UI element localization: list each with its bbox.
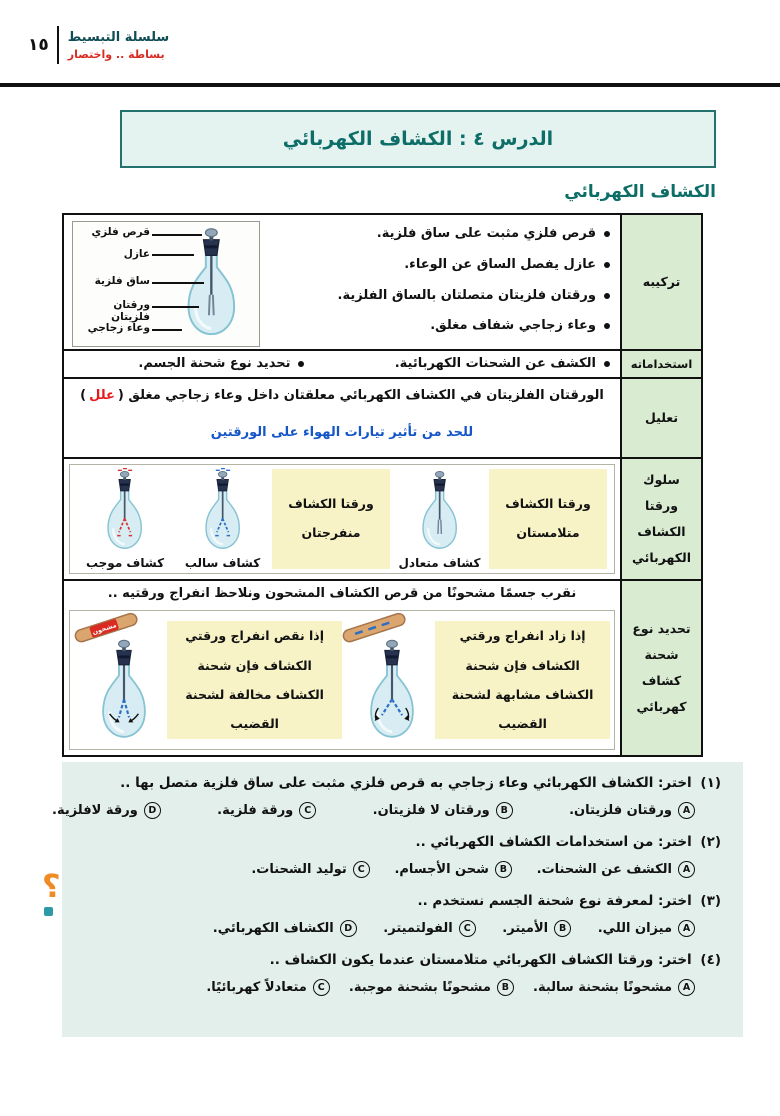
negative-electroscope-icon [194, 468, 251, 554]
lesson-title: الدرس ٤ : الكشاف الكهربائي [282, 128, 554, 150]
reasoning-statement: الورقتان الفلزيتان في الكشاف الكهربائي معلقتان داخل وعاء زجاجي مغلق (علل) [80, 388, 604, 403]
question-number: (٢) [700, 834, 721, 850]
reasoning-answer: للحد من تأثير تيارات الهواء على الورقتين [210, 425, 474, 440]
question-number: (٣) [700, 893, 721, 909]
header-divider [57, 26, 59, 64]
row-label-reasoning: تعليل [620, 379, 701, 457]
figure-negative-electroscope [175, 468, 271, 570]
note-divergence-increases: إذا زاد انفراج ورقتي الكشاف فإن شحنة الكشاف مشابهة لشحنة القضيب [435, 621, 610, 739]
structure-bullet-list [270, 224, 610, 347]
bullet-icon [604, 231, 610, 237]
option-letter: C [299, 802, 316, 819]
option-c: C توليد الشحنات. [251, 861, 369, 878]
diagram-label-disc: قرص فلزي [91, 226, 150, 238]
figure-decrease-divergence [74, 616, 167, 744]
bullet-icon [604, 262, 610, 268]
question-text: اختر: ورقتا الكشاف الكهربائي متلامستان عندما يكون الكشاف .. [269, 952, 692, 968]
option-a: A ورقتان فلزيتان. [569, 802, 695, 819]
option-letter: B [496, 802, 513, 819]
figure-caption: كشاف موجب [85, 556, 165, 570]
bullet-icon [298, 361, 304, 367]
figure-increase-divergence [342, 616, 435, 744]
question-text: اختر: الكشاف الكهربائي وعاء زجاجي به قرص فلزي مثبت على ساق فلزية متصل بها .. [120, 775, 692, 791]
question-2-options [251, 861, 695, 878]
option-letter: C [459, 920, 476, 937]
figure-caption: كشاف متعادل [398, 556, 481, 570]
diagram-connector-line [152, 306, 199, 308]
option-a: A الكشف عن الشحنات. [537, 861, 695, 878]
list-item: الكشف عن الشحنات الكهربائية. [304, 354, 610, 375]
question-number: (٤) [700, 952, 721, 968]
question-number: (١) [700, 775, 721, 791]
option-letter: B [495, 861, 512, 878]
bullet-icon [604, 361, 610, 367]
list-item: تحديد نوع شحنة الجسم. [138, 354, 304, 375]
electroscope-info-table [62, 213, 703, 757]
option-letter: D [144, 802, 161, 819]
question-text: اختر: لمعرفة نوع شحنة الجسم نستخدم .. [417, 893, 692, 909]
diagram-connector-line [152, 329, 182, 331]
charge-type-figure-box [69, 610, 615, 750]
diagram-connector-line [152, 234, 202, 236]
header-rule [0, 83, 780, 87]
diagram-label-insulator: عازل [123, 248, 150, 260]
option-a: A ميزان اللي. [598, 920, 695, 937]
list-item: ورقتان فلزيتان متصلتان بالساق الفلزية. [270, 286, 610, 307]
option-d: D ورقة لافلزية. [52, 802, 161, 819]
series-tagline: بساطة .. واختصار [67, 47, 165, 61]
bullet-icon [604, 323, 610, 329]
electroscope-diagram [72, 221, 260, 347]
question-text: اختر: من استخدامات الكشاف الكهربائي .. [415, 834, 692, 850]
question-4 [78, 952, 721, 968]
diagram-label-stem: ساق فلزية [94, 275, 150, 287]
option-c: C متعادلاً كهربائيًا. [206, 979, 329, 996]
diagram-connector-line [152, 282, 204, 284]
note-divergence-decreases: إذا نقص انفراج ورقتي الكشاف فإن شحنة الكشاف مخالفة لشحنة القضيب [167, 621, 342, 739]
diagram-label-vessel: وعاء زجاجي [87, 322, 150, 334]
section-heading: الكشاف الكهربائي [564, 182, 716, 202]
question-3-options [213, 920, 695, 937]
row-label-behavior: سلوك ورقتا الكشاف الكهربائي [620, 459, 701, 579]
page-header [28, 26, 169, 64]
table-row-structure [64, 215, 701, 351]
option-b: B ورقتان لا فلزيتان. [373, 802, 513, 819]
option-letter: A [678, 979, 695, 996]
positive-electroscope-icon [96, 468, 153, 554]
option-a: A مشحونًا بشحنة سالبة. [533, 979, 695, 996]
figure-neutral-electroscope [392, 468, 488, 570]
question-1-options [52, 802, 695, 819]
question-2 [78, 834, 721, 850]
option-letter: A [678, 802, 695, 819]
reasoning-keyword: علل [89, 388, 115, 403]
option-letter: A [678, 861, 695, 878]
charge-type-intro: نقرب جسمًا مشحونًا من قرص الكشاف المشحون ونلاحظ انفراج ورقتيه .. [107, 586, 577, 601]
list-item: وعاء زجاجي شفاف مغلق. [270, 316, 610, 337]
list-item: قرص فلزي مثبت على ساق فلزية. [270, 224, 610, 245]
bullet-icon [604, 293, 610, 299]
neutral-electroscope-icon [411, 468, 468, 554]
series-logo-text: سلسلة التبسيط [67, 29, 170, 45]
question-3 [78, 893, 721, 909]
option-b: B الأميتر. [502, 920, 571, 937]
list-item: عازل يفصل الساق عن الوعاء. [270, 255, 610, 276]
note-leaves-diverged: ورقتا الكشاف منفرجتان [272, 469, 390, 569]
option-letter: A [678, 920, 695, 937]
table-row-behavior [64, 459, 701, 581]
option-d: D الكشاف الكهربائي. [213, 920, 357, 937]
note-leaves-touching: ورقتا الكشاف متلامستان [489, 469, 607, 569]
figure-positive-electroscope [77, 468, 173, 570]
diagram-label-leaves: ورقتان فلزيتان [111, 299, 150, 323]
rod-label: مشحون [91, 621, 118, 637]
option-letter: B [497, 979, 514, 996]
row-label-uses: استخداماته [620, 351, 701, 377]
table-row-charge-type [64, 581, 701, 755]
table-row-reasoning [64, 379, 701, 459]
page-number: ١٥ [28, 35, 49, 55]
electroscope-narrow-leaves-icon [88, 636, 160, 744]
option-b: B شحن الأجسام. [394, 861, 511, 878]
diagram-connector-line [152, 254, 194, 256]
questions-panel [52, 762, 743, 1037]
option-b: B مشحونًا بشحنة موجبة. [349, 979, 514, 996]
behavior-figure-box [69, 464, 615, 574]
question-4-options [206, 979, 695, 996]
option-letter: D [340, 920, 357, 937]
option-letter: C [353, 861, 370, 878]
option-c: C ورقة فلزية. [217, 802, 316, 819]
figure-caption: كشاف سالب [184, 556, 261, 570]
option-letter: C [313, 979, 330, 996]
row-label-structure: تركيبه [620, 215, 701, 349]
table-row-uses [64, 351, 701, 379]
option-c: C الفولتميتر. [383, 920, 475, 937]
row-label-charge-type: تحديد نوع شحنة كشاف كهربائي [620, 581, 701, 755]
electroscope-wide-leaves-icon [356, 636, 428, 744]
lesson-title-banner [120, 110, 716, 168]
question-mascot-icon: ؟ [42, 870, 78, 918]
question-1 [78, 775, 721, 791]
option-letter: B [554, 920, 571, 937]
